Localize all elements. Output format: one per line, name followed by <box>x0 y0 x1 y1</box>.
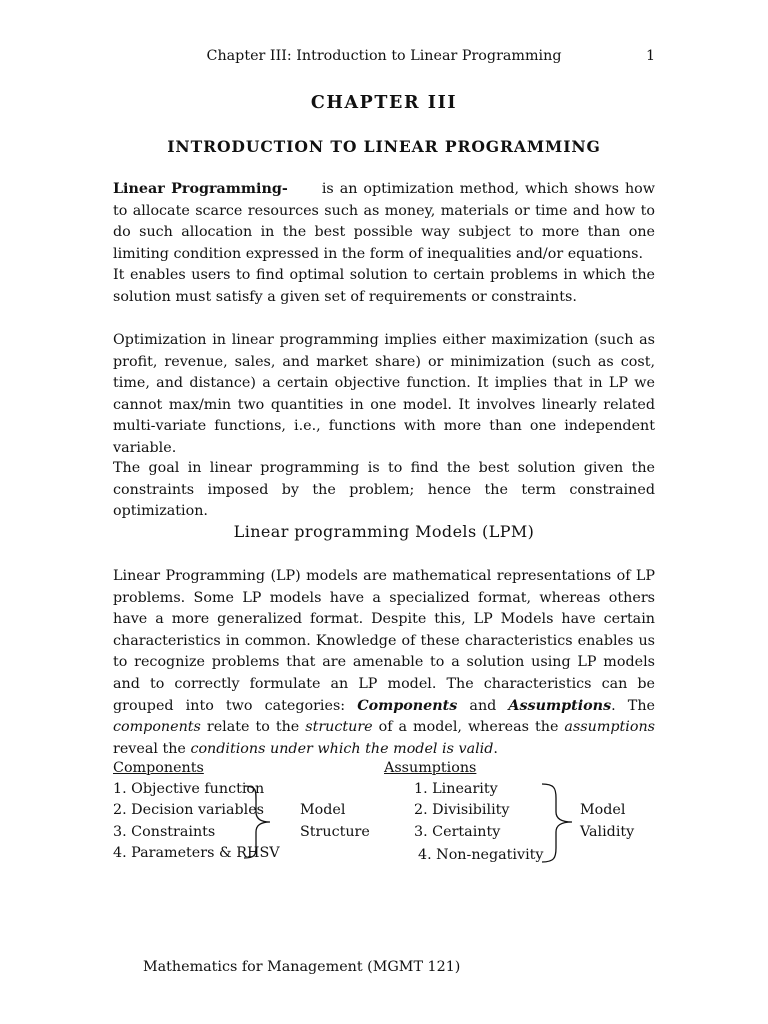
conditions-italic: conditions under which the model is valid <box>190 740 494 757</box>
component-item: 3. Constraints <box>113 824 216 840</box>
assumptions-group-label-2: Validity <box>580 824 635 840</box>
structure-italic: structure <box>305 719 373 736</box>
assumption-item: 2. Divisibility <box>414 802 510 818</box>
assumptions-group-label-1: Model <box>580 802 626 818</box>
assumptions-italic: assumptions <box>564 719 656 736</box>
lpm-text-6: . <box>493 740 498 757</box>
chapter-label: CHAPTER III <box>310 93 458 113</box>
chapter-title: INTRODUCTION TO LINEAR PROGRAMMING <box>167 137 601 156</box>
assumption-item: 3. Certainty <box>414 824 501 840</box>
running-header-title: Chapter III: Introduction to Linear Programming <box>206 48 562 64</box>
lpm-text-2: . The <box>611 697 655 714</box>
assumption-item: 4. Non-negativity <box>418 847 544 863</box>
lpm-text-5: reveal the <box>113 740 191 757</box>
component-item: 1. Objective function <box>113 781 265 797</box>
components-brace-icon <box>240 782 276 862</box>
lpm-text-1: Linear Programming (LP) models are mathematical representations of LP problems. Some LP models have a specialized format, whereas others have a more generalized format. Despite this, LP Models have certain characteristics in common. Knowledge of these characteristics enables us to recognize problems that are amenable to a solution using LP models and to correctly formulate an LP model. The characteristics can be grouped into two categories: <box>113 568 655 714</box>
goal-paragraph: The goal in linear programming is to find the best solution given the constraints imposed by the problem; hence the term constrained optimization. <box>113 460 655 520</box>
components-group-label-1: Model <box>300 802 346 818</box>
lpm-paragraph <box>113 566 655 760</box>
assumptions-heading: Assumptions <box>384 760 477 776</box>
components-term: Components <box>357 697 458 714</box>
component-item: 2. Decision variables <box>113 802 265 818</box>
lpm-heading: Linear programming Models (LPM) <box>233 522 535 541</box>
optimization-paragraph: Optimization in linear programming implies either maximization (such as profit, revenue, sales, and market share) or minimization (such as cost, time, and distance) a certain objective function. It implies that in LP we cannot max/min two quantities in one model. It involves linearly related multi-variate functions, i.e., functions with more than one independent variable. <box>113 332 655 456</box>
assumption-item: 1. Linearity <box>414 781 498 797</box>
components-heading: Components <box>113 760 204 776</box>
assumptions-brace-icon <box>538 780 578 866</box>
intro-paragraph <box>113 179 655 309</box>
component-item: 4. Parameters & RHSV <box>113 845 280 861</box>
components-italic: components <box>113 719 201 736</box>
assumptions-term: Assumptions <box>508 697 612 714</box>
intro-term: Linear Programming- <box>113 181 288 197</box>
intro-definition: is an optimization method, which shows how to allocate scarce resources such as money, materials or time and how to do such allocation in the best possible way subject to more than one limiting condition expressed in the form of inequalities and/or equations. <box>113 181 656 262</box>
components-group-label-2: Structure <box>300 824 370 840</box>
lpm-text-and: and <box>457 697 509 714</box>
page-number: 1 <box>646 48 656 64</box>
lpm-text-3: relate to the <box>200 719 306 736</box>
lpm-text-4: of a model, whereas the <box>372 719 565 736</box>
intro-second: It enables users to find optimal solution to certain problems in which the solution must satisfy a given set of requirements or constraints. <box>113 267 655 305</box>
page-footer: Mathematics for Management (MGMT 121) <box>143 959 461 975</box>
